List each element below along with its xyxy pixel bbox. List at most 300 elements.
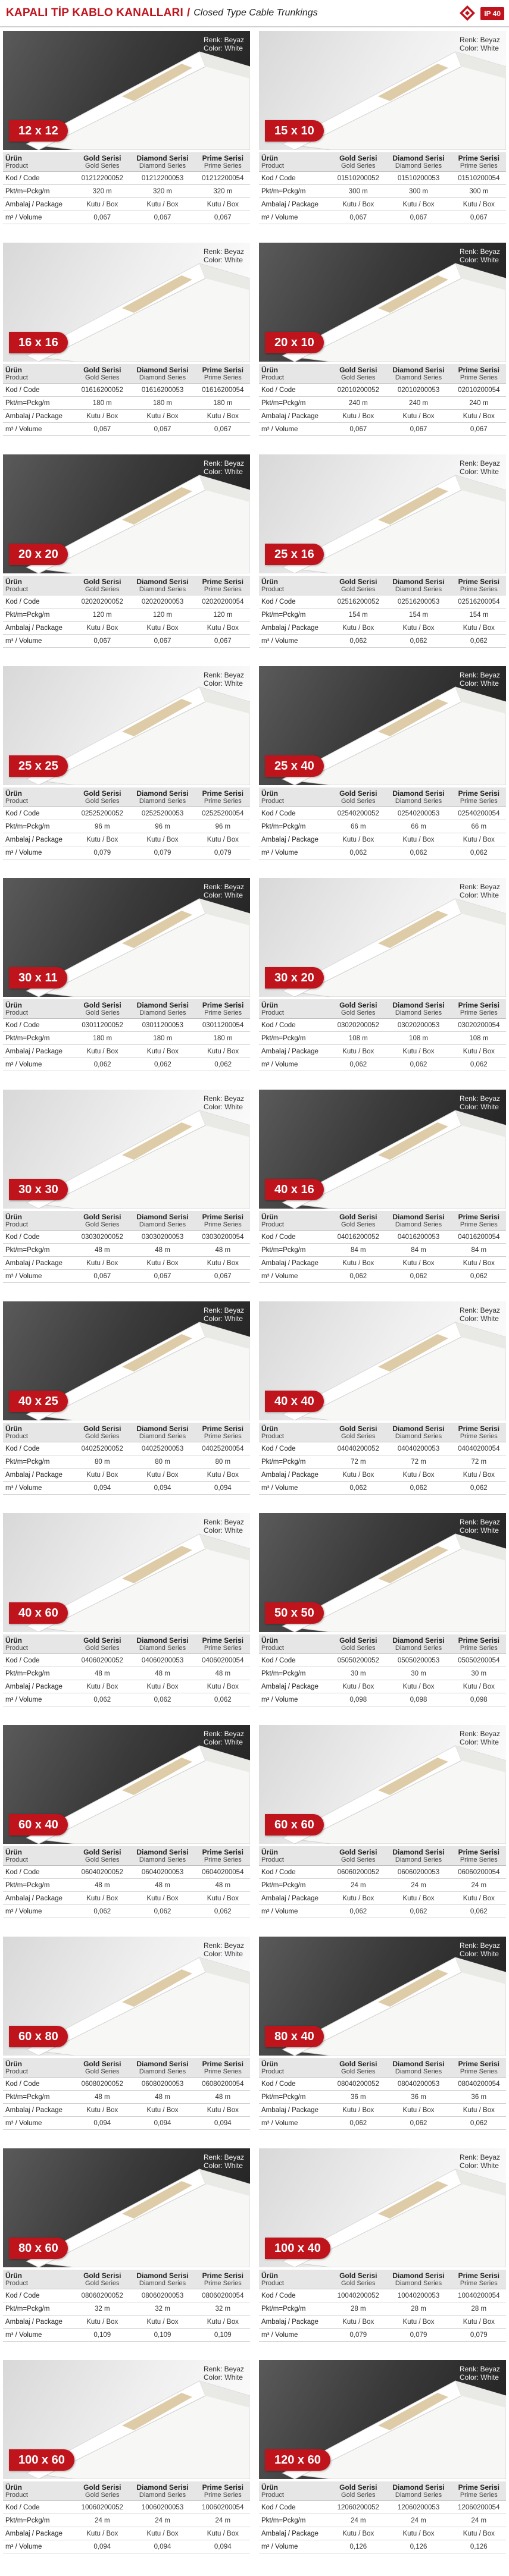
- pack-length-row-value: 320 m: [75, 185, 129, 198]
- volume-row-label: m³ / Volume: [3, 1693, 75, 1706]
- product-column-header: Ürün Product: [3, 152, 75, 172]
- code-row-value: 02020200052: [75, 595, 129, 608]
- spec-table: [259, 1634, 506, 1706]
- volume-row-value: 0,062: [452, 635, 506, 648]
- code-row: [259, 384, 506, 397]
- volume-row-value: 0,062: [385, 1482, 451, 1495]
- pack-length-row-value: 28 m: [452, 2302, 506, 2315]
- volume-row: [259, 1270, 506, 1283]
- color-note-tr: Renk: Beyaz: [459, 1730, 500, 1738]
- color-note-tr: Renk: Beyaz: [459, 671, 500, 679]
- code-row-label: Kod / Code: [3, 2078, 75, 2091]
- pack-length-row-value: 300 m: [452, 185, 506, 198]
- spec-header-row: [259, 1211, 506, 1231]
- color-note-en: Color: White: [459, 679, 499, 688]
- pack-length-row-label: Pkt/m=Pckg/m: [3, 608, 75, 622]
- packaging-row-value: Kutu / Box: [129, 1045, 196, 1058]
- volume-row-value: 0,062: [75, 1905, 129, 1918]
- volume-row-value: 0,062: [196, 1058, 250, 1071]
- product-column-header: Ürün Product: [3, 1423, 75, 1442]
- pack-length-row-value: 154 m: [452, 608, 506, 622]
- pack-length-row-value: 180 m: [196, 1032, 250, 1045]
- product-column-header: Ürün Product: [3, 1634, 75, 1654]
- code-row-label: Kod / Code: [3, 172, 75, 185]
- diamond-column-header: Diamond Serisi Diamond Series: [129, 364, 195, 384]
- prime-column-header: Prime Serisi Prime Series: [196, 2058, 250, 2078]
- packaging-row-label: Ambalaj / Package: [3, 1045, 76, 1058]
- gold-column-header: Gold Serisi Gold Series: [75, 1423, 129, 1442]
- color-note: [204, 247, 244, 264]
- diamond-column-header: Diamond Serisi Diamond Series: [385, 787, 451, 807]
- pack-length-row-label: Pkt/m=Pckg/m: [3, 1667, 75, 1680]
- prime-column-header: Prime Serisi Prime Series: [452, 1423, 506, 1442]
- size-badge: 25 x 25: [9, 755, 68, 777]
- code-row-value: 08060200054: [196, 2289, 250, 2302]
- product-column-header: Ürün Product: [3, 364, 75, 384]
- code-row-value: 01212200052: [75, 172, 129, 185]
- packaging-row-value: Kutu / Box: [129, 1892, 195, 1905]
- pack-length-row-label: Pkt/m=Pckg/m: [259, 2302, 331, 2315]
- spec-table: [3, 787, 250, 859]
- diamond-column-header: Diamond Serisi Diamond Series: [129, 576, 195, 595]
- size-badge: 40 x 25: [9, 1391, 68, 1412]
- product-photo: [259, 1725, 506, 1844]
- code-row-value: 12060200052: [331, 2501, 385, 2514]
- volume-row-value: 0,079: [196, 846, 250, 859]
- packaging-row-value: Kutu / Box: [385, 198, 451, 211]
- code-row-value: 02010200054: [452, 384, 506, 397]
- product-column-header: Ürün Product: [3, 1846, 75, 1866]
- code-row-value: 10040200052: [331, 2289, 385, 2302]
- pack-length-row-value: 180 m: [129, 1032, 196, 1045]
- volume-row: [259, 1482, 506, 1495]
- product-card-40x25: [3, 1301, 250, 1513]
- code-row-value: 08040200053: [385, 2078, 451, 2091]
- color-note-en: Color: White: [203, 1526, 243, 1535]
- volume-row-label: m³ / Volume: [3, 1905, 75, 1918]
- packaging-row-value: Kutu / Box: [129, 833, 195, 846]
- code-row: [3, 1231, 250, 1244]
- product-column-header: Ürün Product: [259, 999, 331, 1019]
- code-row-value: 02516200054: [452, 595, 506, 608]
- code-row: [3, 2289, 250, 2302]
- volume-row-value: 0,067: [385, 423, 451, 436]
- color-note: [460, 1306, 500, 1323]
- packaging-row: [259, 622, 506, 635]
- volume-row: [259, 2329, 506, 2342]
- volume-row-value: 0,079: [75, 846, 129, 859]
- prime-column-header: Prime Serisi Prime Series: [196, 152, 250, 172]
- volume-row-value: 0,062: [196, 1693, 250, 1706]
- code-row: [3, 1654, 250, 1667]
- pack-length-row-value: 66 m: [331, 820, 385, 833]
- packaging-row-value: Kutu / Box: [75, 410, 129, 423]
- pack-length-row: [259, 1032, 506, 1045]
- volume-row-label: m³ / Volume: [3, 635, 75, 648]
- pack-length-row: [259, 608, 506, 622]
- pack-length-row-label: Pkt/m=Pckg/m: [259, 397, 331, 410]
- gold-column-header: Gold Serisi Gold Series: [75, 787, 129, 807]
- volume-row-label: m³ / Volume: [3, 2540, 75, 2553]
- code-row-label: Kod / Code: [259, 172, 331, 185]
- pack-length-row-value: 84 m: [331, 1244, 385, 1257]
- gold-column-header: Gold Serisi Gold Series: [75, 2058, 129, 2078]
- product-column-header: Ürün Product: [3, 787, 75, 807]
- code-row-value: 05050200054: [452, 1654, 506, 1667]
- color-note-tr: Renk: Beyaz: [203, 36, 244, 44]
- volume-row-value: 0,067: [129, 635, 195, 648]
- color-note-en: Color: White: [459, 891, 499, 899]
- code-row-value: 04025200052: [75, 1442, 129, 1455]
- code-row-value: 04040200054: [452, 1442, 506, 1455]
- product-card-60x60: [259, 1725, 506, 1937]
- pack-length-row-value: 48 m: [196, 1879, 250, 1892]
- volume-row-value: 0,098: [452, 1693, 506, 1706]
- packaging-row-value: Kutu / Box: [129, 1469, 195, 1482]
- product-column-header: Ürün Product: [3, 2058, 75, 2078]
- volume-row-value: 0,062: [331, 1058, 385, 1071]
- prime-column-header: Prime Serisi Prime Series: [452, 787, 506, 807]
- spec-table: [259, 1846, 506, 1918]
- pack-length-row: [259, 2091, 506, 2104]
- pack-length-row: [259, 1879, 506, 1892]
- gold-column-header: Gold Serisi Gold Series: [75, 1846, 129, 1866]
- volume-row: [3, 1693, 250, 1706]
- pack-length-row-value: 84 m: [385, 1244, 451, 1257]
- packaging-row-value: Kutu / Box: [331, 1892, 385, 1905]
- pack-length-row-value: 24 m: [331, 2514, 385, 2527]
- color-note-tr: Renk: Beyaz: [459, 247, 500, 256]
- prime-column-header: Prime Serisi Prime Series: [452, 2481, 506, 2501]
- product-card-40x60: [3, 1513, 250, 1725]
- product-photo: [3, 1937, 250, 2056]
- product-photo: [259, 878, 506, 997]
- pack-length-row-value: 30 m: [385, 1667, 451, 1680]
- spec-table: [3, 1846, 250, 1918]
- spec-table: [3, 999, 250, 1071]
- color-note-en: Color: White: [203, 679, 243, 688]
- color-note: [460, 1730, 500, 1746]
- prime-column-header: Prime Serisi Prime Series: [196, 1211, 250, 1231]
- product-card-12x12: [3, 31, 250, 243]
- volume-row-label: m³ / Volume: [259, 1058, 331, 1071]
- code-row-value: 01510200053: [385, 172, 451, 185]
- product-column-header: Ürün Product: [3, 2270, 75, 2289]
- product-card-60x80: [3, 1937, 250, 2148]
- volume-row-value: 0,067: [452, 423, 506, 436]
- gold-column-header: Gold Serisi Gold Series: [331, 1423, 385, 1442]
- pack-length-row-value: 66 m: [385, 820, 451, 833]
- gold-column-header: Gold Serisi Gold Series: [331, 1211, 385, 1231]
- color-note-en: Color: White: [203, 2161, 243, 2170]
- product-card-80x40: [259, 1937, 506, 2148]
- packaging-row-value: Kutu / Box: [385, 833, 451, 846]
- packaging-row-label: Ambalaj / Package: [259, 2104, 331, 2117]
- packaging-row-value: Kutu / Box: [196, 2315, 250, 2329]
- spec-table: [3, 152, 250, 224]
- code-row-value: 01616200054: [196, 384, 250, 397]
- packaging-row: [259, 2527, 506, 2540]
- packaging-row-value: Kutu / Box: [196, 1469, 250, 1482]
- pack-length-row-value: 24 m: [385, 1879, 451, 1892]
- packaging-row-label: Ambalaj / Package: [3, 2527, 75, 2540]
- code-row: [259, 1019, 506, 1032]
- gold-column-header: Gold Serisi Gold Series: [76, 999, 130, 1019]
- prime-column-header: Prime Serisi Prime Series: [196, 1423, 250, 1442]
- volume-row-value: 0,067: [196, 635, 250, 648]
- packaging-row: [3, 2104, 250, 2117]
- pack-length-row-value: 180 m: [75, 397, 129, 410]
- volume-row-value: 0,062: [331, 1905, 385, 1918]
- volume-row: [259, 2117, 506, 2130]
- code-row-value: 08040200052: [331, 2078, 385, 2091]
- product-card-20x10: [259, 243, 506, 454]
- pack-length-row: [3, 1455, 250, 1469]
- pack-length-row-label: Pkt/m=Pckg/m: [259, 1455, 331, 1469]
- packaging-row-value: Kutu / Box: [331, 833, 385, 846]
- spec-table: [3, 1211, 250, 1283]
- color-note-tr: Renk: Beyaz: [203, 2153, 244, 2161]
- packaging-row-label: Ambalaj / Package: [259, 1257, 331, 1270]
- packaging-row: [259, 198, 506, 211]
- packaging-row-value: Kutu / Box: [452, 622, 506, 635]
- code-row-label: Kod / Code: [259, 1866, 331, 1879]
- product-column-header: Ürün Product: [259, 1211, 331, 1231]
- code-row-value: 02516200053: [385, 595, 451, 608]
- code-row-label: Kod / Code: [259, 2078, 331, 2091]
- packaging-row: [259, 1045, 506, 1058]
- code-row-value: 02540200054: [452, 807, 506, 820]
- prime-column-header: Prime Serisi Prime Series: [196, 787, 250, 807]
- pack-length-row-value: 24 m: [452, 2514, 506, 2527]
- pack-length-row-value: 80 m: [196, 1455, 250, 1469]
- pack-length-row-label: Pkt/m=Pckg/m: [259, 608, 331, 622]
- code-row: [3, 807, 250, 820]
- packaging-row-label: Ambalaj / Package: [3, 2104, 75, 2117]
- gold-column-header: Gold Serisi Gold Series: [75, 1211, 129, 1231]
- size-badge: 12 x 12: [9, 120, 68, 142]
- color-note-tr: Renk: Beyaz: [203, 459, 244, 467]
- packaging-row-value: Kutu / Box: [385, 1892, 451, 1905]
- volume-row-value: 0,062: [331, 846, 385, 859]
- volume-row: [3, 635, 250, 648]
- diamond-column-header: Diamond Serisi Diamond Series: [385, 364, 451, 384]
- code-row-value: 02516200052: [331, 595, 385, 608]
- code-row-value: 04040200052: [331, 1442, 385, 1455]
- diamond-column-header: Diamond Serisi Diamond Series: [129, 787, 195, 807]
- pack-length-row-value: 72 m: [331, 1455, 385, 1469]
- volume-row-value: 0,067: [196, 211, 250, 224]
- product-photo: [3, 1301, 250, 1420]
- product-column-header: Ürün Product: [3, 2481, 75, 2501]
- spec-header-row: [3, 576, 250, 595]
- gold-column-header: Gold Serisi Gold Series: [75, 152, 129, 172]
- gold-column-header: Gold Serisi Gold Series: [331, 364, 385, 384]
- packaging-row: [3, 2527, 250, 2540]
- size-badge: 120 x 60: [265, 2449, 330, 2471]
- color-note: [204, 1094, 244, 1111]
- volume-row-value: 0,094: [196, 2117, 250, 2130]
- volume-row-value: 0,062: [129, 1693, 195, 1706]
- volume-row: [259, 635, 506, 648]
- size-badge: 80 x 40: [265, 2026, 324, 2047]
- product-card-30x11: [3, 878, 250, 1090]
- volume-row-value: 0,067: [75, 635, 129, 648]
- code-row-value: 03011200054: [196, 1019, 250, 1032]
- prime-column-header: Prime Serisi Prime Series: [452, 2270, 506, 2289]
- spec-header-row: [3, 787, 250, 807]
- volume-row-value: 0,098: [331, 1693, 385, 1706]
- pack-length-row-label: Pkt/m=Pckg/m: [3, 2514, 75, 2527]
- product-column-header: Ürün Product: [259, 1846, 331, 1866]
- size-badge: 60 x 60: [265, 1814, 324, 1835]
- pack-length-row-label: Pkt/m=Pckg/m: [259, 1032, 331, 1045]
- product-photo: [259, 1513, 506, 1632]
- product-column-header: Ürün Product: [259, 2481, 331, 2501]
- diamond-column-header: Diamond Serisi Diamond Series: [129, 1211, 195, 1231]
- code-row-value: 04016200052: [331, 1231, 385, 1244]
- code-row-value: 01212200054: [196, 172, 250, 185]
- volume-row-value: 0,109: [196, 2329, 250, 2342]
- code-row-value: 08060200052: [75, 2289, 129, 2302]
- color-note-tr: Renk: Beyaz: [459, 2153, 500, 2161]
- code-row-label: Kod / Code: [3, 1442, 75, 1455]
- spec-table: [3, 2270, 250, 2342]
- gold-column-header: Gold Serisi Gold Series: [75, 364, 129, 384]
- pack-length-row-value: 30 m: [331, 1667, 385, 1680]
- code-row: [259, 1654, 506, 1667]
- pack-length-row-label: Pkt/m=Pckg/m: [3, 397, 75, 410]
- diamond-column-header: Diamond Serisi Diamond Series: [385, 1846, 451, 1866]
- volume-row: [259, 1905, 506, 1918]
- packaging-row-value: Kutu / Box: [452, 198, 506, 211]
- product-card-25x25: [3, 666, 250, 878]
- packaging-row-value: Kutu / Box: [75, 1892, 129, 1905]
- pack-length-row-value: 36 m: [452, 2091, 506, 2104]
- diamond-column-header: Diamond Serisi Diamond Series: [129, 152, 195, 172]
- pack-length-row-value: 48 m: [75, 1667, 129, 1680]
- volume-row-value: 0,062: [331, 1270, 385, 1283]
- code-row-value: 03011200052: [76, 1019, 130, 1032]
- code-row-label: Kod / Code: [3, 2501, 75, 2514]
- code-row-value: 10040200054: [452, 2289, 506, 2302]
- product-column-header: Ürün Product: [259, 2270, 331, 2289]
- size-badge: 50 x 50: [265, 1602, 324, 1624]
- packaging-row: [3, 622, 250, 635]
- packaging-row-value: Kutu / Box: [196, 1892, 250, 1905]
- color-note-tr: Renk: Beyaz: [459, 1941, 500, 1950]
- volume-row-value: 0,062: [129, 1905, 195, 1918]
- color-note: [460, 1941, 500, 1958]
- product-card-30x30: [3, 1090, 250, 1301]
- code-row-value: 10060200052: [75, 2501, 129, 2514]
- color-note: [204, 671, 244, 688]
- diamond-column-header: Diamond Serisi Diamond Series: [385, 2270, 451, 2289]
- volume-row: [3, 1058, 250, 1071]
- product-photo: [3, 31, 250, 150]
- code-row-value: 02540200052: [331, 807, 385, 820]
- spec-table: [3, 1634, 250, 1706]
- product-column-header: Ürün Product: [3, 576, 75, 595]
- size-badge: 40 x 16: [265, 1179, 324, 1200]
- code-row-value: 06040200053: [129, 1866, 195, 1879]
- color-note-tr: Renk: Beyaz: [203, 247, 244, 256]
- code-row: [3, 1019, 250, 1032]
- code-row: [259, 2289, 506, 2302]
- packaging-row-value: Kutu / Box: [196, 198, 250, 211]
- gold-column-header: Gold Serisi Gold Series: [331, 787, 385, 807]
- pack-length-row-value: 48 m: [129, 1879, 195, 1892]
- code-row-value: 04016200053: [385, 1231, 451, 1244]
- prime-column-header: Prime Serisi Prime Series: [196, 576, 250, 595]
- packaging-row-label: Ambalaj / Package: [3, 1469, 75, 1482]
- volume-row-value: 0,062: [452, 846, 506, 859]
- packaging-row: [259, 1892, 506, 1905]
- volume-row: [3, 423, 250, 436]
- pack-length-row-value: 48 m: [75, 2091, 129, 2104]
- packaging-row-value: Kutu / Box: [385, 622, 451, 635]
- packaging-row-value: Kutu / Box: [452, 2315, 506, 2329]
- pack-length-row-label: Pkt/m=Pckg/m: [259, 1667, 331, 1680]
- prime-column-header: Prime Serisi Prime Series: [452, 1634, 506, 1654]
- pack-length-row: [3, 185, 250, 198]
- pack-length-row: [3, 1244, 250, 1257]
- prime-column-header: Prime Serisi Prime Series: [452, 1846, 506, 1866]
- spec-table: [3, 576, 250, 648]
- gold-column-header: Gold Serisi Gold Series: [75, 576, 129, 595]
- packaging-row: [259, 410, 506, 423]
- packaging-row-value: Kutu / Box: [331, 1469, 385, 1482]
- volume-row-label: m³ / Volume: [259, 2540, 331, 2553]
- diamond-column-header: Diamond Serisi Diamond Series: [385, 2058, 451, 2078]
- color-note: [460, 36, 500, 52]
- color-note: [204, 883, 244, 899]
- diamond-column-header: Diamond Serisi Diamond Series: [129, 1846, 195, 1866]
- packaging-row-value: Kutu / Box: [129, 2104, 195, 2117]
- pack-length-row-value: 108 m: [385, 1032, 451, 1045]
- product-photo: [3, 1090, 250, 1209]
- size-badge: 30 x 11: [9, 967, 67, 989]
- code-row: [3, 384, 250, 397]
- pack-length-row-value: 48 m: [196, 1667, 250, 1680]
- volume-row-value: 0,067: [75, 211, 129, 224]
- packaging-row-value: Kutu / Box: [129, 1680, 195, 1693]
- pack-length-row-value: 36 m: [331, 2091, 385, 2104]
- packaging-row-value: Kutu / Box: [75, 198, 129, 211]
- code-row-value: 01510200054: [452, 172, 506, 185]
- code-row-value: 02010200053: [385, 384, 451, 397]
- spec-header-row: [259, 1634, 506, 1654]
- packaging-row-label: Ambalaj / Package: [3, 833, 75, 846]
- volume-row-value: 0,067: [129, 211, 195, 224]
- volume-row-label: m³ / Volume: [259, 1905, 331, 1918]
- prime-column-header: Prime Serisi Prime Series: [452, 364, 506, 384]
- gold-column-header: Gold Serisi Gold Series: [75, 2481, 129, 2501]
- pack-length-row-label: Pkt/m=Pckg/m: [3, 1032, 76, 1045]
- pack-length-row-value: 154 m: [385, 608, 451, 622]
- pack-length-row-value: 48 m: [75, 1879, 129, 1892]
- gold-column-header: Gold Serisi Gold Series: [331, 2481, 385, 2501]
- diamond-column-header: Diamond Serisi Diamond Series: [385, 1211, 451, 1231]
- prime-column-header: Prime Serisi Prime Series: [452, 576, 506, 595]
- volume-row-label: m³ / Volume: [259, 1693, 331, 1706]
- pack-length-row-value: 96 m: [196, 820, 250, 833]
- packaging-row-value: Kutu / Box: [76, 1045, 130, 1058]
- color-note: [460, 671, 500, 688]
- packaging-row: [259, 1680, 506, 1693]
- pack-length-row: [3, 1667, 250, 1680]
- code-row-label: Kod / Code: [3, 807, 75, 820]
